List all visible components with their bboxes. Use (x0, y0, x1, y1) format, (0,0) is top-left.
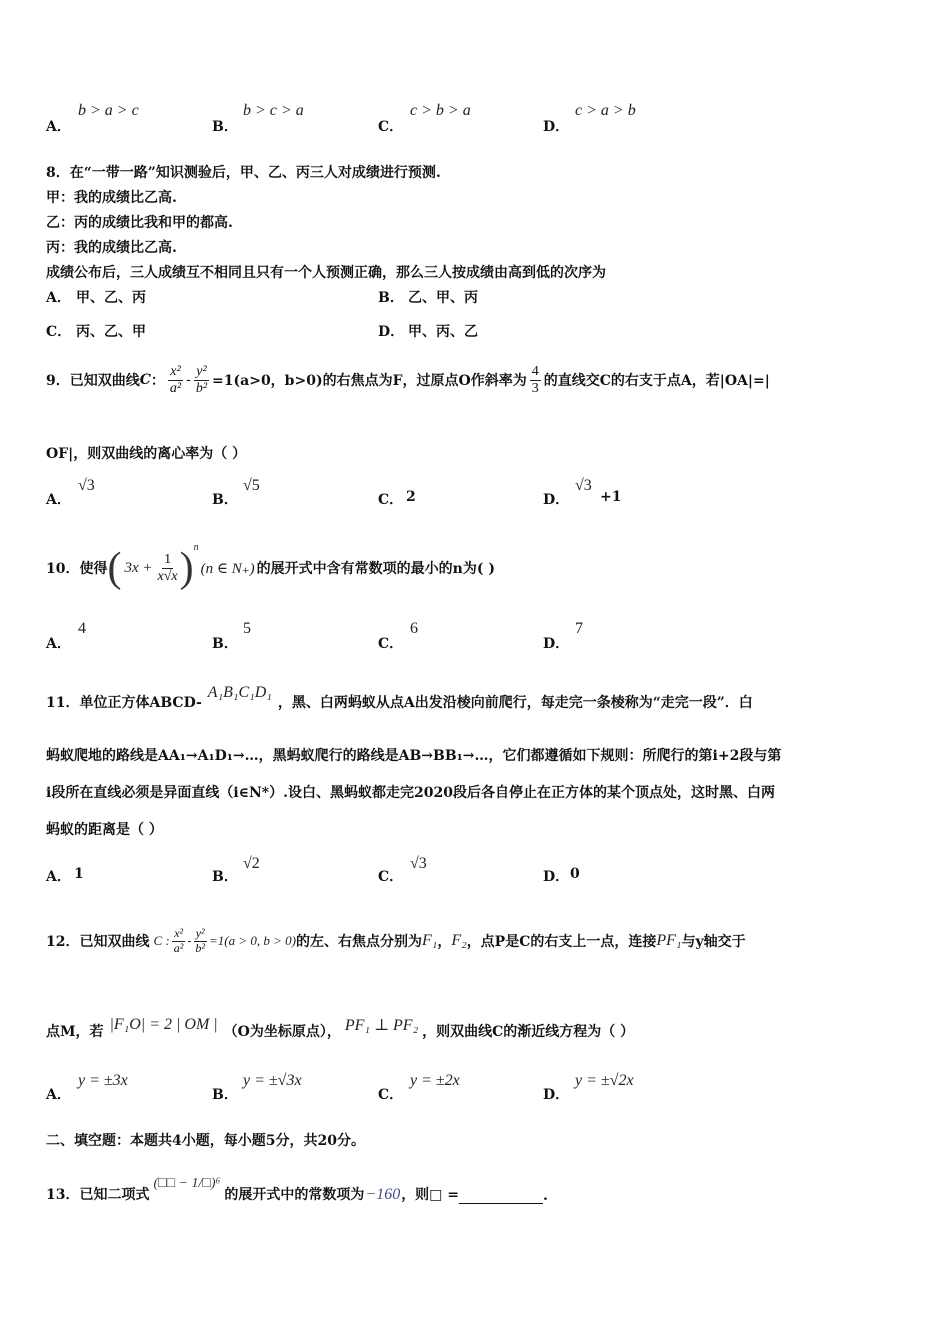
q13-mid: 的展开式中的常数项为 (224, 1187, 365, 1203)
q13-answer-blank[interactable] (459, 1189, 543, 1204)
q8-line-yi: 乙：丙的成绩比我和甲的都高. (46, 215, 233, 231)
q13-lead: 13．已知二项式 (46, 1187, 150, 1203)
q8-option-c-text: 丙、乙、甲 (76, 324, 146, 340)
q12-perp: PF₁ ⊥ PF₂ (344, 1017, 419, 1034)
q12-curve: C : (153, 933, 170, 948)
q9-option-c-expr: 2 (406, 489, 416, 505)
q10-inner: 3x + (124, 559, 153, 576)
q10-lead: 10．使得 (46, 561, 108, 577)
q9-option-b-expr: √5 (243, 477, 260, 494)
q9-option-c-letter: C． (378, 492, 404, 508)
q9-colon: ： (150, 373, 165, 389)
q11-option-b-expr: √2 (243, 855, 260, 872)
q7-option-c-letter: C． (378, 119, 404, 135)
q10-option-b-expr: 5 (243, 620, 251, 637)
q12-x-num: x² (174, 926, 183, 941)
q9-option-a-letter: A． (46, 492, 71, 508)
q8-stem: 8．在“一带一路”知识测验后，甲、乙、丙三人对成绩进行预测. (46, 165, 441, 181)
q9-y-num: y² (196, 364, 207, 380)
q12-line2-tail: ，则双曲线C的渐近线方程为（ ） (422, 1024, 635, 1040)
q7-option-b-expr: b > c > a (243, 102, 304, 119)
q9-tail: 的直线交C的右支于点A，若|OA|=| (543, 373, 770, 389)
q10-frac-num: 1 (164, 552, 172, 568)
q12-option-d-expr: y = ±√2x (575, 1072, 634, 1089)
q12-x-fraction (172, 927, 186, 954)
q12-comma: ， (437, 934, 452, 950)
q12-y-fraction (193, 927, 207, 954)
q9-option-b-letter: B． (212, 492, 238, 508)
q8-option-d-letter: D． (378, 324, 405, 340)
q12-equation: |F₁O| = 2 | OM | (109, 1016, 218, 1033)
q12-option-b-letter: B． (212, 1087, 238, 1103)
q9-option-d-letter: D． (543, 492, 570, 508)
q10-frac-den: x√x (157, 568, 178, 584)
q10-power: n (193, 542, 199, 553)
q9-option-d-suffix: +1 (600, 489, 622, 505)
q9-minus: - (186, 372, 191, 388)
q13-tail: ，则□ = (401, 1187, 460, 1203)
q11-option-a-expr: 1 (74, 866, 84, 882)
q11-option-b-letter: B． (212, 869, 238, 885)
q8-option-a-text: 甲、乙、丙 (76, 290, 146, 306)
q10-right-paren: ) (179, 545, 194, 591)
section-2-title: 二、填空题：本题共4小题，每小题5分，共20分。 (46, 1133, 365, 1149)
q12-condition: =1(a > 0, b > 0) (209, 933, 296, 948)
q9-x-num: x² (170, 364, 181, 380)
q9-option-d-expr: √3 (575, 477, 592, 494)
q9-y-den: b² (195, 380, 208, 396)
q11-line2: 蚂蚁爬地的路线是AA₁→A₁D₁→…，黑蚂蚁爬行的路线是AB→BB₁→…，它们都遵循如下规则：所爬行的第i+2段与第 (46, 748, 782, 764)
q11-option-a-letter: A． (46, 869, 71, 885)
q8-option-c-letter: C． (46, 324, 72, 340)
q11-stem-line (46, 682, 753, 712)
q11-option-c-letter: C． (378, 869, 404, 885)
q12-line2-mid: （O为坐标原点）， (223, 1024, 341, 1040)
q12-lead: 12．已知双曲线 (46, 934, 150, 950)
q10-option-c-expr: 6 (410, 620, 418, 637)
q9-x-fraction (168, 364, 183, 396)
q9-line2: OF|，则双曲线的离心率为（ ） (46, 446, 247, 462)
q10-fraction (156, 552, 180, 584)
q7-option-d-expr: c > a > b (575, 102, 636, 119)
q11-tail1: ，黑、白两蚂蚁从点A出发沿棱向前爬行，每走完一条棱称为“走完一段”．白 (277, 695, 753, 711)
q11-lead: 11．单位正方体ABCD- (46, 695, 202, 711)
q11-cube: A₁B₁C₁D₁ (207, 684, 272, 701)
q12-mid1: 的左、右焦点分别为 (296, 934, 422, 950)
q12-line2 (46, 1016, 634, 1046)
q11-option-c-expr: √3 (410, 855, 427, 872)
q12-option-d-letter: D． (543, 1087, 570, 1103)
q9-slope-den: 3 (531, 380, 539, 396)
q12-option-a-expr: y = ±3x (78, 1072, 128, 1089)
q8-line-bing: 丙：我的成绩比乙高. (46, 240, 177, 256)
q12-y-num: y² (195, 926, 205, 941)
q11-line3: i段所在直线必须是异面直线（i∈N*）.设白、黑蚂蚁都走完2020段后各自停止在正方体的某个顶点处，这时黑、白两 (46, 785, 775, 801)
q7-option-d-letter: D． (543, 119, 570, 135)
q8-option-b-letter: B． (378, 290, 404, 306)
q13-value: −160 (365, 1186, 401, 1203)
q8-option-d-text: 甲、丙、乙 (408, 324, 478, 340)
q7-option-b-letter: B． (212, 119, 238, 135)
q10-option-d-expr: 7 (575, 620, 583, 637)
q12-tail1: 与y轴交于 (681, 934, 746, 950)
q9-stem-line (46, 354, 770, 406)
q12-option-c-expr: y = ±2x (410, 1072, 460, 1089)
q9-option-a-expr: √3 (78, 477, 95, 494)
q13-binomial: (□□ − 1/□)⁶ (153, 1176, 221, 1191)
q12-y-den: b² (195, 940, 206, 955)
q12-x-den: a² (173, 940, 184, 955)
q10-left-paren: ( (107, 545, 122, 591)
q8-line-result: 成绩公布后，三人成绩互不相同且只有一个人预测正确，那么三人按成绩由高到低的次序为 (46, 265, 606, 281)
q9-lead: 9．已知双曲线 (46, 373, 140, 389)
q8-option-b-text: 乙、甲、丙 (408, 290, 478, 306)
q13-end: . (543, 1188, 548, 1204)
q12-f2: F₂ (451, 932, 467, 949)
q10-stem-line (46, 540, 495, 596)
q12-line2-lead: 点M，若 (46, 1024, 104, 1040)
q8-line-jia: 甲：我的成绩比乙高. (46, 190, 177, 206)
q12-stem-line (46, 916, 746, 966)
q10-option-c-letter: C． (378, 636, 404, 652)
q11-option-d-expr: 0 (570, 866, 580, 882)
q12-f1: F₁ (422, 932, 438, 949)
q9-x-den: a² (169, 380, 182, 396)
q9-slope-num: 4 (531, 364, 539, 380)
q13-stem-line (46, 1164, 548, 1204)
q12-option-c-letter: C． (378, 1087, 404, 1103)
q10-option-a-letter: A． (46, 636, 71, 652)
q11-line4: 蚂蚁的距离是（ ） (46, 822, 163, 838)
q11-option-d-letter: D． (543, 869, 570, 885)
q12-pf1: PF₁ (656, 932, 682, 949)
q10-tail: 的展开式中含有常数项的最小的n为( ) (256, 561, 495, 577)
q7-option-c-expr: c > b > a (410, 102, 471, 119)
q9-curve: C (139, 372, 151, 388)
q10-option-d-letter: D． (543, 636, 570, 652)
q12-minus: - (187, 934, 192, 948)
q9-slope-fraction (530, 364, 541, 396)
q7-option-a-expr: b > a > c (78, 102, 139, 119)
q12-option-a-letter: A． (46, 1087, 71, 1103)
q10-option-a-expr: 4 (78, 620, 86, 637)
q7-option-a-letter: A． (46, 119, 71, 135)
q8-option-a-letter: A． (46, 290, 71, 306)
q9-y-fraction (194, 364, 209, 396)
q12-mid2: ，点P是C的右支上一点，连接 (466, 934, 657, 950)
q12-option-b-expr: y = ±√3x (243, 1072, 302, 1089)
q9-condition: =1(a>0，b>0)的右焦点为F，过原点O作斜率为 (212, 373, 527, 389)
q10-condition: (n ∈ N₊) (200, 560, 255, 577)
q10-option-b-letter: B． (212, 636, 238, 652)
